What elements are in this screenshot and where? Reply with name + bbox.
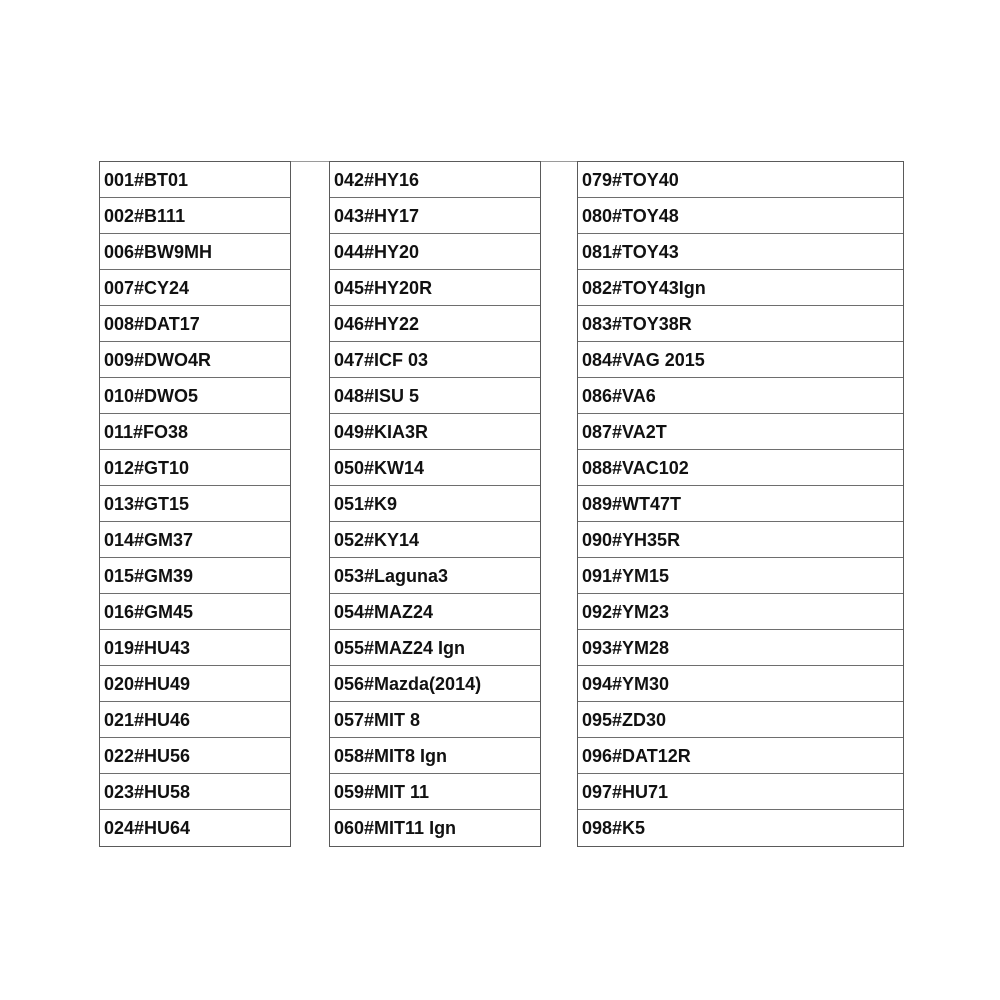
- table-cell: 001#BT01: [100, 162, 290, 198]
- table-cell: 012#GT10: [100, 450, 290, 486]
- table-cell: 094#YM30: [578, 666, 903, 702]
- gap-line-1: [289, 161, 331, 162]
- table-cell: 090#YH35R: [578, 522, 903, 558]
- table-cell: 045#HY20R: [330, 270, 540, 306]
- table-cell: 014#GM37: [100, 522, 290, 558]
- table-cell: 008#DAT17: [100, 306, 290, 342]
- column-2: [329, 161, 541, 847]
- column-1: [99, 161, 291, 847]
- table-cell: 084#VAG 2015: [578, 342, 903, 378]
- table-cell: 047#ICF 03: [330, 342, 540, 378]
- table-cell: 052#KY14: [330, 522, 540, 558]
- table-cell: 079#TOY40: [578, 162, 903, 198]
- table-cell: 010#DWO5: [100, 378, 290, 414]
- table-cell: 016#GM45: [100, 594, 290, 630]
- table-cell: 096#DAT12R: [578, 738, 903, 774]
- table-cell: 019#HU43: [100, 630, 290, 666]
- table-cell: 093#YM28: [578, 630, 903, 666]
- table-cell: 080#TOY48: [578, 198, 903, 234]
- table-cell: 055#MAZ24 Ign: [330, 630, 540, 666]
- table-cell: 092#YM23: [578, 594, 903, 630]
- table-cell: 088#VAC102: [578, 450, 903, 486]
- table-cell: 042#HY16: [330, 162, 540, 198]
- table-cell: 022#HU56: [100, 738, 290, 774]
- table-cell: 020#HU49: [100, 666, 290, 702]
- table-cell: 015#GM39: [100, 558, 290, 594]
- table-cell: 044#HY20: [330, 234, 540, 270]
- table-cell: 089#WT47T: [578, 486, 903, 522]
- table-cell: 059#MIT 11: [330, 774, 540, 810]
- table-cell: 081#TOY43: [578, 234, 903, 270]
- table-cell: 057#MIT 8: [330, 702, 540, 738]
- table-cell: 049#KIA3R: [330, 414, 540, 450]
- table-cell: 050#KW14: [330, 450, 540, 486]
- table-cell: 098#K5: [582, 818, 646, 838]
- table-cell: 053#Laguna3: [330, 558, 540, 594]
- table-cell: 011#FO38: [100, 414, 290, 450]
- table-cell: 095#ZD30: [578, 702, 903, 738]
- table-cell: 058#MIT8 Ign: [330, 738, 540, 774]
- table-cell: 023#HU58: [100, 774, 290, 810]
- table-cell: 083#TOY38R: [578, 306, 903, 342]
- table-cell: 007#CY24: [100, 270, 290, 306]
- table-cell: 082#TOY43Ign: [578, 270, 903, 306]
- table-cell: 024#HU64: [104, 818, 191, 838]
- table-cell: 086#VA6: [578, 378, 903, 414]
- column-3: [577, 161, 904, 847]
- table-cell: 002#B111: [100, 198, 290, 234]
- table-cell: 021#HU46: [100, 702, 290, 738]
- table-cell: 087#VA2T: [578, 414, 903, 450]
- table-cell: 054#MAZ24: [330, 594, 540, 630]
- table-cell: 060#MIT11 Ign: [334, 818, 457, 838]
- table-cell: 006#BW9MH: [100, 234, 290, 270]
- table-cell: 043#HY17: [330, 198, 540, 234]
- table-cell: 009#DWO4R: [100, 342, 290, 378]
- gap-line-2: [539, 161, 579, 162]
- table-cell: 056#Mazda(2014): [330, 666, 540, 702]
- table-cell: 048#ISU 5: [330, 378, 540, 414]
- table-cell: 051#K9: [330, 486, 540, 522]
- table-cell: 091#YM15: [578, 558, 903, 594]
- table-cell: 013#GT15: [100, 486, 290, 522]
- table-cell: 046#HY22: [330, 306, 540, 342]
- table-cell: 097#HU71: [578, 774, 903, 810]
